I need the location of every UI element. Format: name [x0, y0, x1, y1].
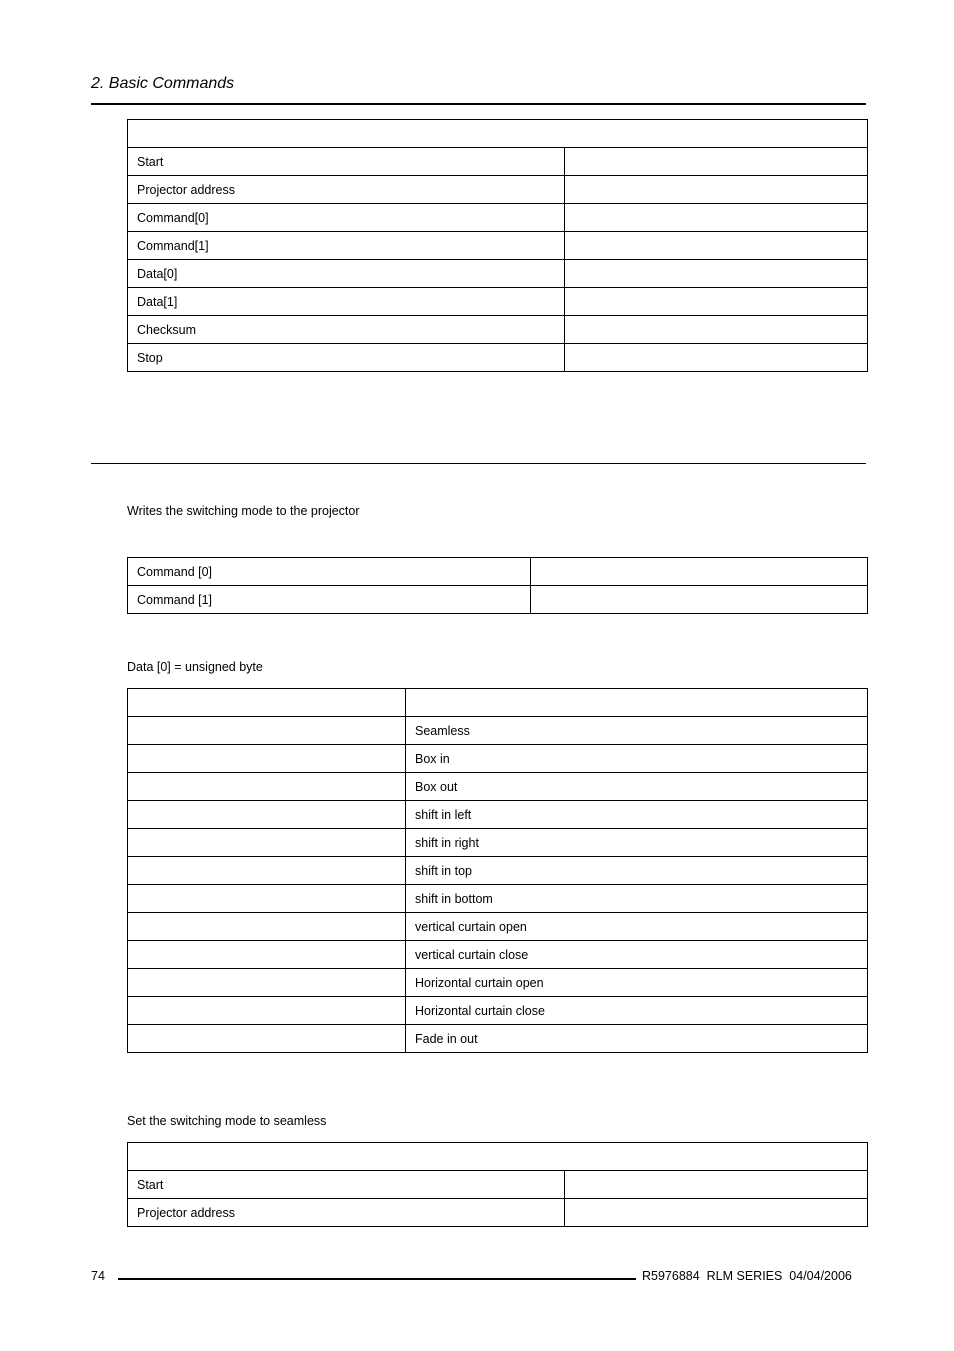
table-row	[128, 176, 868, 204]
table-header-cell	[128, 1143, 868, 1171]
table-header-row	[128, 689, 868, 717]
table-row	[128, 745, 868, 773]
table-row	[128, 1199, 868, 1227]
table-row	[128, 260, 868, 288]
row-label: Stop	[128, 344, 565, 372]
mode-name: Fade in out	[406, 1025, 868, 1053]
mode-value	[128, 997, 406, 1025]
switching-modes-table	[127, 688, 868, 1053]
table-row	[128, 288, 868, 316]
row-value	[565, 232, 868, 260]
row-label: Command [0]	[128, 558, 531, 586]
row-value	[565, 176, 868, 204]
mode-value	[128, 941, 406, 969]
row-label: Command[0]	[128, 204, 565, 232]
row-label: Command [1]	[128, 586, 531, 614]
header-rule	[91, 103, 866, 105]
row-value	[565, 316, 868, 344]
row-value	[565, 288, 868, 316]
footer-rule	[118, 1278, 636, 1280]
table-row	[128, 913, 868, 941]
mode-name: Horizontal curtain close	[406, 997, 868, 1025]
mode-name: Seamless	[406, 717, 868, 745]
row-label: Projector address	[128, 176, 565, 204]
mode-name: shift in left	[406, 801, 868, 829]
table-row	[128, 586, 868, 614]
mode-name: shift in bottom	[406, 885, 868, 913]
row-value	[565, 260, 868, 288]
row-value	[565, 1171, 868, 1199]
header-cell	[128, 689, 406, 717]
document-info: R5976884 RLM SERIES 04/04/2006	[642, 1269, 852, 1283]
table-row	[128, 232, 868, 260]
mode-name: shift in right	[406, 829, 868, 857]
example-table	[127, 1142, 868, 1227]
mode-name: Box out	[406, 773, 868, 801]
mode-value	[128, 969, 406, 997]
table-row	[128, 997, 868, 1025]
table-row	[128, 773, 868, 801]
table-row	[128, 885, 868, 913]
section-rule	[91, 463, 866, 464]
table-row	[128, 1025, 868, 1053]
example-label: Set the switching mode to seamless	[127, 1114, 327, 1128]
mode-value	[128, 857, 406, 885]
table-row	[128, 204, 868, 232]
table-row	[128, 717, 868, 745]
table-row	[128, 969, 868, 997]
table-row	[128, 1171, 868, 1199]
table-row	[128, 558, 868, 586]
mode-value	[128, 773, 406, 801]
table-row	[128, 148, 868, 176]
row-value	[565, 344, 868, 372]
row-value	[565, 1199, 868, 1227]
table-row	[128, 316, 868, 344]
mode-name: Box in	[406, 745, 868, 773]
table-header-row	[128, 120, 868, 148]
table-header-row	[128, 1143, 868, 1171]
row-label: Command[1]	[128, 232, 565, 260]
header-cell	[406, 689, 868, 717]
description-text: Writes the switching mode to the projector	[127, 504, 360, 518]
mode-value	[128, 829, 406, 857]
table-row	[128, 857, 868, 885]
mode-value	[128, 885, 406, 913]
chapter-title: 2. Basic Commands	[91, 75, 235, 92]
mode-value	[128, 745, 406, 773]
row-label: Projector address	[128, 1199, 565, 1227]
row-value	[565, 148, 868, 176]
row-label: Data[0]	[128, 260, 565, 288]
row-label: Data[1]	[128, 288, 565, 316]
table-header-cell	[128, 120, 868, 148]
mode-name: Horizontal curtain open	[406, 969, 868, 997]
command-table	[127, 557, 868, 614]
row-label: Start	[128, 1171, 565, 1199]
mode-name: vertical curtain close	[406, 941, 868, 969]
mode-value	[128, 913, 406, 941]
row-label: Checksum	[128, 316, 565, 344]
data-label: Data [0] = unsigned byte	[127, 660, 263, 674]
mode-value	[128, 801, 406, 829]
table-row	[128, 941, 868, 969]
page-number: 74	[91, 1269, 105, 1283]
row-label: Start	[128, 148, 565, 176]
mode-value	[128, 717, 406, 745]
row-value	[531, 586, 868, 614]
mode-value	[128, 1025, 406, 1053]
mode-name: vertical curtain open	[406, 913, 868, 941]
row-value	[531, 558, 868, 586]
row-value	[565, 204, 868, 232]
command-structure-table	[127, 119, 868, 372]
table-row	[128, 344, 868, 372]
table-row	[128, 829, 868, 857]
table-row	[128, 801, 868, 829]
mode-name: shift in top	[406, 857, 868, 885]
